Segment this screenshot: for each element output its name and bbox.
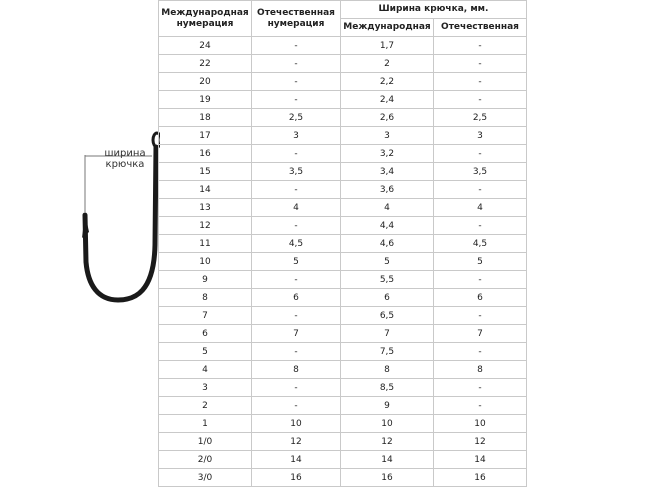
cell-international-number: 19 xyxy=(159,91,252,109)
cell-width-international: 14 xyxy=(341,451,434,469)
cell-width-international: 3,6 xyxy=(341,181,434,199)
cell-domestic-number: - xyxy=(252,73,341,91)
cell-domestic-number: 6 xyxy=(252,289,341,307)
cell-width-domestic: - xyxy=(434,91,527,109)
cell-domestic-number: - xyxy=(252,145,341,163)
cell-width-domestic: 3,5 xyxy=(434,163,527,181)
cell-width-international: 4 xyxy=(341,199,434,217)
cell-international-number: 18 xyxy=(159,109,252,127)
header-hook-width: Ширина крючка, мм. xyxy=(341,1,527,19)
cell-width-domestic: 6 xyxy=(434,289,527,307)
table-row xyxy=(159,397,527,415)
cell-width-domestic: - xyxy=(434,379,527,397)
cell-width-international: 2,6 xyxy=(341,109,434,127)
table-row xyxy=(159,181,527,199)
cell-width-domestic: 4 xyxy=(434,199,527,217)
cell-international-number: 17 xyxy=(159,127,252,145)
cell-domestic-number: - xyxy=(252,37,341,55)
cell-width-international: 4,6 xyxy=(341,235,434,253)
cell-width-international: 16 xyxy=(341,469,434,487)
cell-width-domestic: - xyxy=(434,73,527,91)
cell-width-international: 2,2 xyxy=(341,73,434,91)
hook-width-label xyxy=(96,148,154,170)
cell-width-international: 9 xyxy=(341,397,434,415)
cell-width-domestic: 5 xyxy=(434,253,527,271)
cell-width-domestic: - xyxy=(434,271,527,289)
hook-width-label-line2: крючка xyxy=(105,159,145,170)
table-row xyxy=(159,433,527,451)
cell-width-domestic: 10 xyxy=(434,415,527,433)
cell-domestic-number: 8 xyxy=(252,361,341,379)
table-row xyxy=(159,343,527,361)
cell-international-number: 6 xyxy=(159,325,252,343)
cell-international-number: 9 xyxy=(159,271,252,289)
cell-international-number: 22 xyxy=(159,55,252,73)
cell-width-international: 1,7 xyxy=(341,37,434,55)
cell-width-domestic: 2,5 xyxy=(434,109,527,127)
cell-domestic-number: - xyxy=(252,217,341,235)
cell-international-number: 5 xyxy=(159,343,252,361)
cell-width-international: 7,5 xyxy=(341,343,434,361)
cell-domestic-number: - xyxy=(252,271,341,289)
cell-international-number: 16 xyxy=(159,145,252,163)
cell-width-domestic: 8 xyxy=(434,361,527,379)
cell-international-number: 3 xyxy=(159,379,252,397)
cell-width-domestic: - xyxy=(434,55,527,73)
cell-domestic-number: - xyxy=(252,307,341,325)
cell-width-domestic: 3 xyxy=(434,127,527,145)
cell-international-number: 2/0 xyxy=(159,451,252,469)
cell-international-number: 4 xyxy=(159,361,252,379)
cell-width-international: 10 xyxy=(341,415,434,433)
cell-domestic-number: - xyxy=(252,91,341,109)
cell-domestic-number: 2,5 xyxy=(252,109,341,127)
header-international-numbering: Международная нумерация xyxy=(159,1,252,37)
cell-international-number: 20 xyxy=(159,73,252,91)
table-row xyxy=(159,379,527,397)
cell-width-international: 5 xyxy=(341,253,434,271)
cell-domestic-number: 12 xyxy=(252,433,341,451)
table-row xyxy=(159,217,527,235)
cell-width-domestic: - xyxy=(434,145,527,163)
table-row xyxy=(159,55,527,73)
cell-domestic-number: 4 xyxy=(252,199,341,217)
table-row xyxy=(159,451,527,469)
table-row xyxy=(159,235,527,253)
cell-width-domestic: 14 xyxy=(434,451,527,469)
cell-width-international: 2 xyxy=(341,55,434,73)
cell-domestic-number: - xyxy=(252,343,341,361)
cell-international-number: 8 xyxy=(159,289,252,307)
table-row xyxy=(159,253,527,271)
cell-domestic-number: - xyxy=(252,55,341,73)
fish-hook-icon xyxy=(0,0,160,419)
cell-width-international: 8 xyxy=(341,361,434,379)
cell-width-domestic: - xyxy=(434,343,527,361)
table-row xyxy=(159,127,527,145)
table-row xyxy=(159,469,527,487)
subheader-width-international: Международная xyxy=(341,19,434,37)
cell-domestic-number: - xyxy=(252,379,341,397)
cell-international-number: 10 xyxy=(159,253,252,271)
cell-domestic-number: - xyxy=(252,181,341,199)
cell-international-number: 7 xyxy=(159,307,252,325)
cell-width-international: 4,4 xyxy=(341,217,434,235)
cell-domestic-number: 16 xyxy=(252,469,341,487)
cell-international-number: 1/0 xyxy=(159,433,252,451)
cell-width-domestic: - xyxy=(434,307,527,325)
cell-international-number: 12 xyxy=(159,217,252,235)
hook-size-table xyxy=(158,0,527,487)
cell-international-number: 1 xyxy=(159,415,252,433)
table-row xyxy=(159,289,527,307)
cell-domestic-number: 3 xyxy=(252,127,341,145)
cell-width-domestic: - xyxy=(434,397,527,415)
cell-width-international: 5,5 xyxy=(341,271,434,289)
table-row xyxy=(159,37,527,55)
table-row xyxy=(159,307,527,325)
table-row xyxy=(159,73,527,91)
cell-width-international: 2,4 xyxy=(341,91,434,109)
table-row xyxy=(159,415,527,433)
cell-width-international: 12 xyxy=(341,433,434,451)
table-row xyxy=(159,361,527,379)
cell-width-international: 6,5 xyxy=(341,307,434,325)
hook-width-label-line1: ширина xyxy=(104,148,146,159)
cell-international-number: 2 xyxy=(159,397,252,415)
header-domestic-numbering: Отечественная нумерация xyxy=(252,1,341,37)
cell-domestic-number: - xyxy=(252,397,341,415)
table-row xyxy=(159,271,527,289)
cell-domestic-number: 5 xyxy=(252,253,341,271)
cell-domestic-number: 4,5 xyxy=(252,235,341,253)
cell-width-international: 3,4 xyxy=(341,163,434,181)
cell-width-domestic: 12 xyxy=(434,433,527,451)
cell-width-domestic: 4,5 xyxy=(434,235,527,253)
table-row xyxy=(159,325,527,343)
cell-width-international: 3,2 xyxy=(341,145,434,163)
cell-width-domestic: - xyxy=(434,181,527,199)
hook-diagram xyxy=(0,0,160,419)
cell-width-international: 3 xyxy=(341,127,434,145)
cell-width-domestic: - xyxy=(434,217,527,235)
cell-width-domestic: 7 xyxy=(434,325,527,343)
table-row xyxy=(159,199,527,217)
table-row xyxy=(159,109,527,127)
cell-international-number: 3/0 xyxy=(159,469,252,487)
cell-international-number: 24 xyxy=(159,37,252,55)
cell-international-number: 15 xyxy=(159,163,252,181)
subheader-width-domestic: Отечественная xyxy=(434,19,527,37)
cell-width-domestic: - xyxy=(434,37,527,55)
cell-width-international: 6 xyxy=(341,289,434,307)
cell-international-number: 14 xyxy=(159,181,252,199)
cell-domestic-number: 7 xyxy=(252,325,341,343)
table-row xyxy=(159,145,527,163)
cell-domestic-number: 14 xyxy=(252,451,341,469)
cell-width-domestic: 16 xyxy=(434,469,527,487)
cell-domestic-number: 3,5 xyxy=(252,163,341,181)
cell-width-international: 7 xyxy=(341,325,434,343)
cell-domestic-number: 10 xyxy=(252,415,341,433)
cell-international-number: 11 xyxy=(159,235,252,253)
table-row xyxy=(159,91,527,109)
table-row xyxy=(159,163,527,181)
cell-width-international: 8,5 xyxy=(341,379,434,397)
cell-international-number: 13 xyxy=(159,199,252,217)
